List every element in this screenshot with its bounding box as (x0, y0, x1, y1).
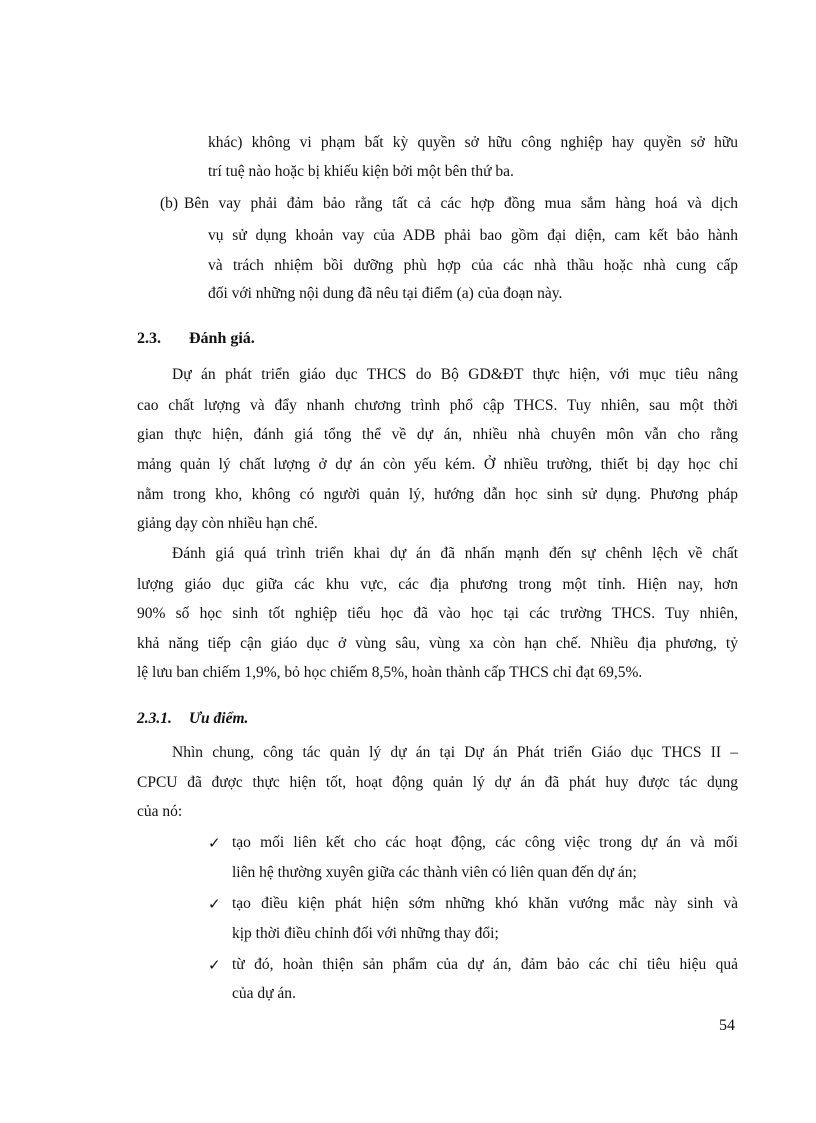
bullet-3-line-1: từ đó, hoàn thiện sản phẩm của dự án, đảm bảo các chỉ tiêu hiệu quả (232, 956, 738, 973)
checkmark-icon: ✓ (208, 836, 221, 852)
para3-line-3: của nó: (137, 803, 183, 820)
para1-line-1: Dự án phát triển giáo dục THCS do Bộ GD&ĐT thực hiện, với mục tiêu nâng (172, 366, 738, 383)
para2-line-1: Đánh giá quá trình triển khai dự án đã nhấn mạnh đến sự chênh lệch về chất (172, 545, 738, 562)
section-2-3-1-number: 2.3.1. (137, 710, 172, 727)
para1-line-2: cao chất lượng và đẩy nhanh chương trình phổ cập THCS. Tuy nhiên, sau một thời (137, 397, 738, 414)
para2-line-5: lệ lưu ban chiếm 1,9%, bỏ học chiếm 8,5%, hoàn thành cấp THCS chỉ đạt 69,5%. (137, 664, 643, 681)
section-2-3-number: 2.3. (137, 330, 161, 347)
para1-line-5: nằm trong kho, không có người quản lý, hướng dẫn học sinh sử dụng. Phương pháp (137, 486, 738, 503)
section-2-3-heading (137, 330, 255, 348)
para1-line-6: giảng dạy còn nhiều hạn chế. (137, 515, 318, 532)
para2-line-2: lượng giáo dục giữa các khu vực, các địa phương trong một tỉnh. Hiện nay, hơn (137, 576, 738, 593)
para1-line-4: mảng quản lý chất lượng ở dự án còn yếu kém. Ở nhiều trường, thiết bị dạy học chỉ (137, 456, 738, 473)
bullet-2-line-1: tạo điều kiện phát hiện sớm những khó khăn vướng mắc này sinh và (232, 895, 738, 912)
bullet-1-line-1: tạo mối liên kết cho các hoạt động, các công việc trong dự án và mối (232, 834, 738, 851)
bullet-3-line-2: của dự án. (232, 985, 296, 1002)
item-b-line-3: và trách nhiệm bồi dưỡng phù hợp của các nhà thầu hoặc nhà cung cấp (208, 257, 738, 274)
para3-line-1: Nhìn chung, công tác quản lý dự án tại Dự án Phát triển Giáo dục THCS II – (172, 744, 738, 761)
checkmark-icon: ✓ (208, 897, 221, 913)
para3-line-2: CPCU đã được thực hiện tốt, hoạt động quản lý dự án đã phát huy được tác dụng (137, 774, 738, 791)
para2-line-4: khả năng tiếp cận giáo dục ở vùng sâu, vùng xa còn hạn chế. Nhiều địa phương, tỷ (137, 635, 738, 652)
checkmark-icon: ✓ (208, 958, 221, 974)
item-b-line-4: đối với những nội dung đã nêu tại điểm (a) của đoạn này. (208, 285, 563, 302)
bullet-1-line-2: liên hệ thường xuyên giữa các thành viên có liên quan đến dự án; (232, 864, 637, 881)
section-2-3-1-title: Ưu điểm. (189, 710, 249, 727)
para1-line-3: gian thực hiện, đánh giá tổng thể về dự án, nhiều nhà chuyên môn vẫn cho rằng (137, 426, 738, 443)
para2-line-3: 90% số học sinh tốt nghiệp tiểu học đã vào học tại các trường THCS. Tuy nhiên, (137, 605, 738, 622)
section-2-3-1-heading (137, 710, 248, 728)
section-2-3-title: Đánh giá. (189, 330, 255, 347)
item-b-line-1: Bên vay phải đảm bảo rằng tất cả các hợp đồng mua sắm hàng hoá và dịch (184, 195, 738, 212)
bullet-2-line-2: kịp thời điều chỉnh đối với những thay đổi; (232, 925, 499, 942)
item-b-line-2: vụ sử dụng khoản vay của ADB phải bao gồm đại diện, cam kết bảo hành (208, 227, 738, 244)
intro-line-1: khác) không vi phạm bất kỳ quyền sở hữu công nghiệp hay quyền sở hữu (208, 134, 738, 151)
page-number: 54 (719, 1017, 735, 1034)
item-b-label: (b) (160, 195, 179, 212)
intro-line-2: trí tuệ nào hoặc bị khiếu kiện bởi một bên thứ ba. (208, 163, 514, 180)
